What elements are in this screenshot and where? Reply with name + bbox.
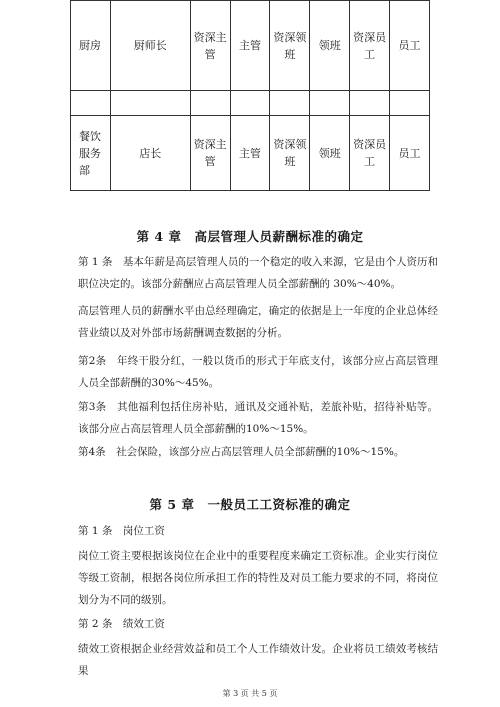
paragraph: 第 1 条 基本年薪是高层管理人员的一个稳定的收入来源，它是由个人资历和职位决定的。该部分薪酬应占高层管理人员全部薪酬的 30%～40%。	[78, 256, 438, 290]
table-cell: 员工	[390, 116, 430, 191]
chapter-4-heading: 第 4 章 高层管理人员薪酬标准的确定	[136, 229, 364, 244]
table-cell: 资深员工	[350, 1, 390, 91]
table-cell: 资深领班	[270, 1, 310, 91]
table-cell: 员工	[390, 1, 430, 91]
section-heading: 第 2 条 绩效工资	[78, 618, 165, 630]
paragraph: 高层管理人员的薪酬水平由总经理确定，确定的依据是上一年度的企业总体经营业绩以及对外部市场薪酬调查数据的分析。	[78, 305, 438, 339]
paragraph: 第3条 其他福利包括住房补贴，通讯及交通补贴，差旅补贴，招待补贴等。该部分应占高层管理人员全部薪酬的10%～15%。	[78, 401, 438, 435]
page-footer: 第 3 页 共 5 页	[222, 689, 278, 698]
table-row-empty	[71, 91, 430, 116]
table-cell: 资深员工	[350, 116, 390, 191]
paragraph: 绩效工资根据企业经营效益和员工个人工作绩效计发。企业将员工绩效考核结果	[78, 643, 438, 677]
table-cell: 资深主管	[190, 116, 230, 191]
table-cell: 厨师长	[110, 1, 190, 91]
table-cell: 资深主管	[190, 1, 230, 91]
table-row	[71, 1, 430, 91]
table-cell-dept: 餐饮服务部	[71, 116, 111, 191]
paragraph: 第2条 年终干股分红，一般以货币的形式于年底支付，该部分应占高层管理人员全部薪酬的30%～45%。	[78, 355, 438, 389]
chapter-5-heading: 第 5 章 一般员工工资标准的确定	[149, 497, 351, 512]
position-level-table	[70, 0, 430, 191]
table-cell: 主管	[230, 1, 270, 91]
section-heading: 第 1 条 岗位工资	[78, 525, 165, 537]
table-cell: 资深领班	[270, 116, 310, 191]
paragraph: 第4条 社会保险，该部分应占高层管理人员全部薪酬的10%～15%。	[78, 446, 405, 458]
table-cell: 领班	[310, 116, 350, 191]
table-cell-dept: 厨房	[71, 1, 111, 91]
table-cell: 领班	[310, 1, 350, 91]
table-row	[71, 116, 430, 191]
table-cell: 店长	[110, 116, 190, 191]
table-cell: 主管	[230, 116, 270, 191]
paragraph: 岗位工资主要根据该岗位在企业中的重要程度来确定工资标准。企业实行岗位等级工资制，根据各岗位所承担工作的特性及对员工能力要求的不同，将岗位划分为不同的级别。	[78, 550, 438, 606]
